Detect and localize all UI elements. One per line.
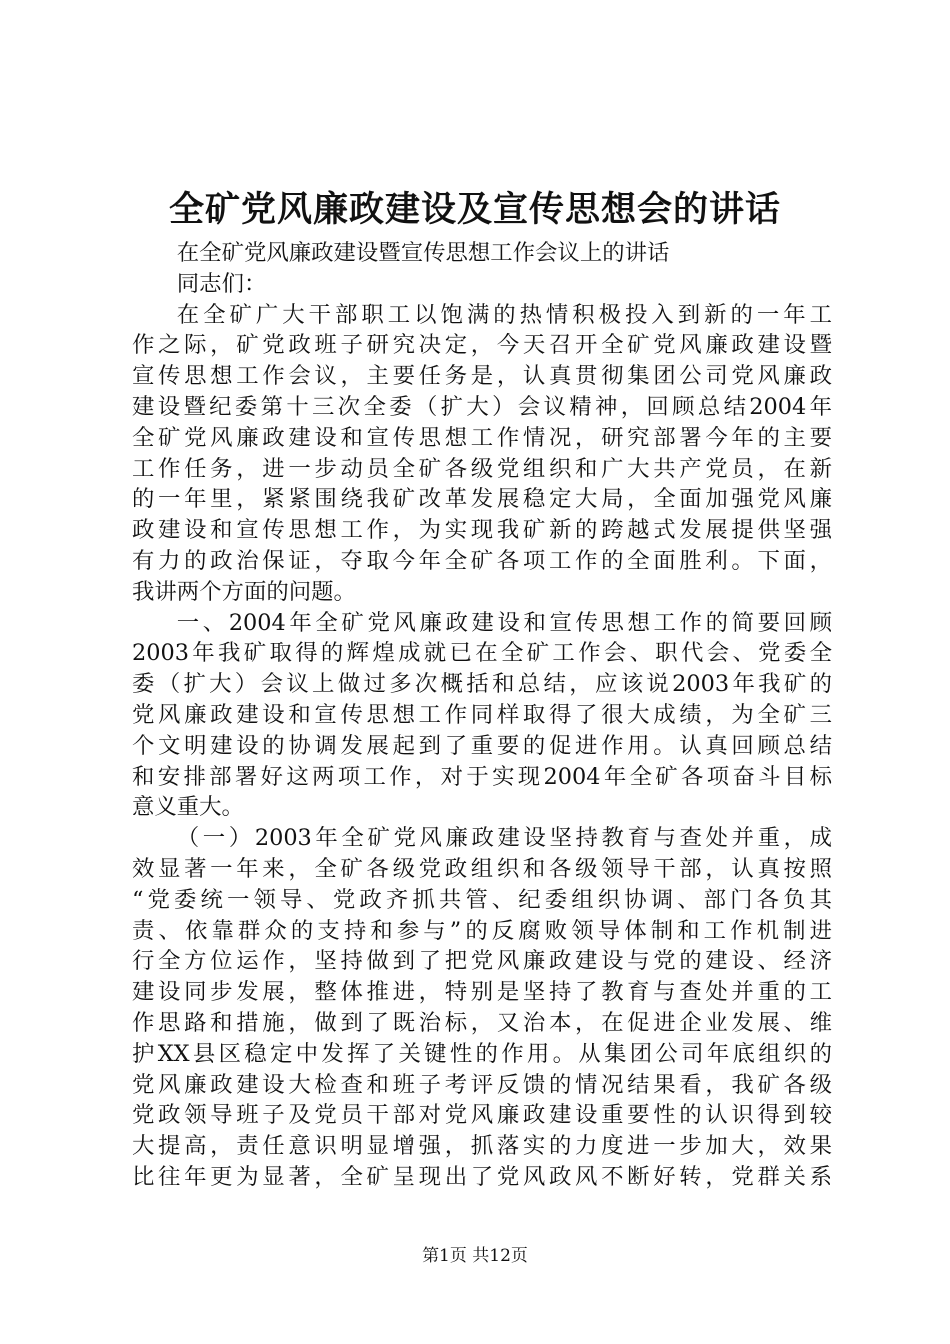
paragraph-line: 效显著一年来，全矿各级党政组织和各级领导干部，认真按照 — [132, 855, 832, 882]
paragraph-line: 护XX县区稳定中发挥了关键性的作用。从集团公司年底组织的 — [132, 1040, 832, 1067]
paragraph-line: “党委统一领导、党政齐抓共管、纪委组织协调、部门各负其 — [132, 886, 832, 913]
paragraph-line: 行全方位运作，坚持做到了把党风廉政建设与党的建设、经济 — [132, 948, 832, 975]
paragraph-line: 意义重大。 — [132, 794, 244, 821]
paragraph-line: 和安排部署好这两项工作，对于实现2004年全矿各项奋斗目标 — [132, 763, 832, 790]
paragraph-line: 政建设和宣传思想工作，为实现我矿新的跨越式发展提供坚强 — [132, 517, 832, 544]
paragraph-line: 建设同步发展，整体推进，特别是坚持了教育与查处并重的工 — [132, 979, 832, 1006]
paragraph-line: 我讲两个方面的问题。 — [132, 578, 356, 605]
paragraph-line: 大提高，责任意识明显增强，抓落实的力度进一步加大，效果 — [132, 1133, 832, 1160]
paragraph-line: 党政领导班子及党员干部对党风廉政建设重要性的认识得到较 — [132, 1102, 832, 1129]
paragraph-line: 比往年更为显著，全矿呈现出了党风政风不断好转，党群关系 — [132, 1163, 832, 1190]
paragraph-line: 委（扩大）会议上做过多次概括和总结，应该说2003年我矿的 — [132, 671, 832, 698]
subtitle-line: 在全矿党风廉政建设暨宣传思想工作会议上的讲话 — [176, 240, 670, 266]
document-title: 全矿党风廉政建设及宣传思想会的讲话 — [168, 189, 781, 230]
paragraph-line: 宣传思想工作会议，主要任务是，认真贯彻集团公司党风廉政 — [132, 363, 832, 390]
paragraph-line: 2003年我矿取得的辉煌成就已在全矿工作会、职代会、党委全 — [132, 640, 832, 667]
paragraph-line: 责、依靠群众的支持和参与”的反腐败领导体制和工作机制进 — [132, 917, 832, 944]
paragraph-line: 党风廉政建设大检查和班子考评反馈的情况结果看，我矿各级 — [132, 1071, 832, 1098]
section-heading-line: 一、2004年全矿党风廉政建设和宣传思想工作的简要回顾 — [176, 609, 832, 636]
document-body — [132, 238, 832, 1193]
subsection-heading-line: （一）2003年全矿党风廉政建设坚持教育与查处并重，成 — [176, 825, 832, 852]
paragraph-line: 在全矿广大干部职工以饱满的热情积极投入到新的一年工 — [176, 301, 832, 328]
paragraph-line: 个文明建设的协调发展起到了重要的促进作用。认真回顾总结 — [132, 732, 832, 759]
paragraph-line: 建设暨纪委第十三次全委（扩大）会议精神，回顾总结2004年 — [132, 393, 832, 420]
paragraph-line: 全矿党风廉政建设和宣传思想工作情况，研究部署今年的主要 — [132, 424, 832, 451]
paragraph-line: 党风廉政建设和宣传思想工作同样取得了很大成绩，为全矿三 — [132, 701, 832, 728]
paragraph-line: 作思路和措施，做到了既治标，又治本，在促进企业发展、维 — [132, 1009, 832, 1036]
page-number-footer: 第1页 共12页 — [422, 1246, 528, 1266]
paragraph-line: 有力的政治保证，夺取今年全矿各项工作的全面胜利。下面， — [132, 547, 832, 574]
paragraph-line: 作之际，矿党政班子研究决定，今天召开全矿党风廉政建设暨 — [132, 332, 832, 359]
paragraph-line: 的一年里，紧紧围绕我矿改革发展稳定大局，全面加强党风廉 — [132, 486, 832, 513]
salutation-line: 同志们： — [176, 270, 267, 297]
paragraph-line: 工作任务，进一步动员全矿各级党组织和广大共产党员，在新 — [132, 455, 832, 482]
